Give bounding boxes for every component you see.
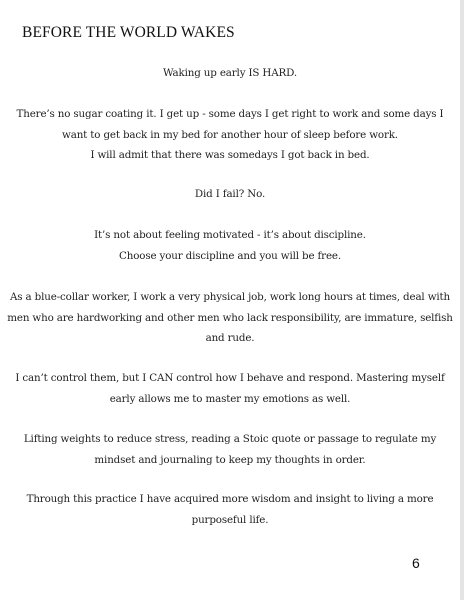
paragraph-3 (4, 184, 456, 205)
paragraph-1 (4, 63, 456, 84)
page-number: 6 (412, 555, 420, 571)
paragraph-4 (4, 225, 456, 266)
text-line: Waking up early IS HARD. (162, 67, 298, 79)
text-line: As a blue-collar worker, I work a very physical job, work long hours at times, deal with (10, 291, 450, 303)
text-line: want to get back in my bed for another hour of sleep before work. (62, 128, 398, 141)
page-edge (460, 0, 464, 600)
text-line: purposeful life. (191, 513, 269, 526)
text-line: Choose your discipline and you will be free. (119, 249, 341, 262)
paragraph-2 (4, 104, 456, 166)
text-line: Lifting weights to reduce stress, reading a Stoic quote or passage to regulate my (23, 433, 437, 445)
text-line: There’s no sugar coating it. I get up - some days I get right to work and some days I (16, 108, 444, 120)
paragraph-8 (4, 489, 456, 530)
page-title: BEFORE THE WORLD WAKES (22, 24, 235, 41)
text-line: Through this practice I have acquired more wisdom and insight to living a more (26, 493, 434, 505)
text-line: I will admit that there was somedays I got back in bed. (90, 149, 370, 161)
paragraph-7 (4, 429, 456, 470)
paragraph-5 (4, 287, 456, 349)
text-line: mindset and journaling to keep my thoughts in order. (94, 453, 366, 466)
text-line: men who are hardworking and other men who lack responsibility, are immature, selfish (7, 311, 453, 324)
text-line: and rude. (205, 332, 255, 344)
paragraph-6 (4, 368, 456, 409)
text-line: I can’t control them, but I CAN control how I behave and respond. Mastering myself (15, 372, 445, 384)
text-line: Did I fail? No. (194, 188, 266, 200)
text-line: early allows me to master my emotions as well. (109, 392, 351, 405)
text-line: It’s not about feeling motivated - it’s about discipline. (94, 229, 366, 241)
